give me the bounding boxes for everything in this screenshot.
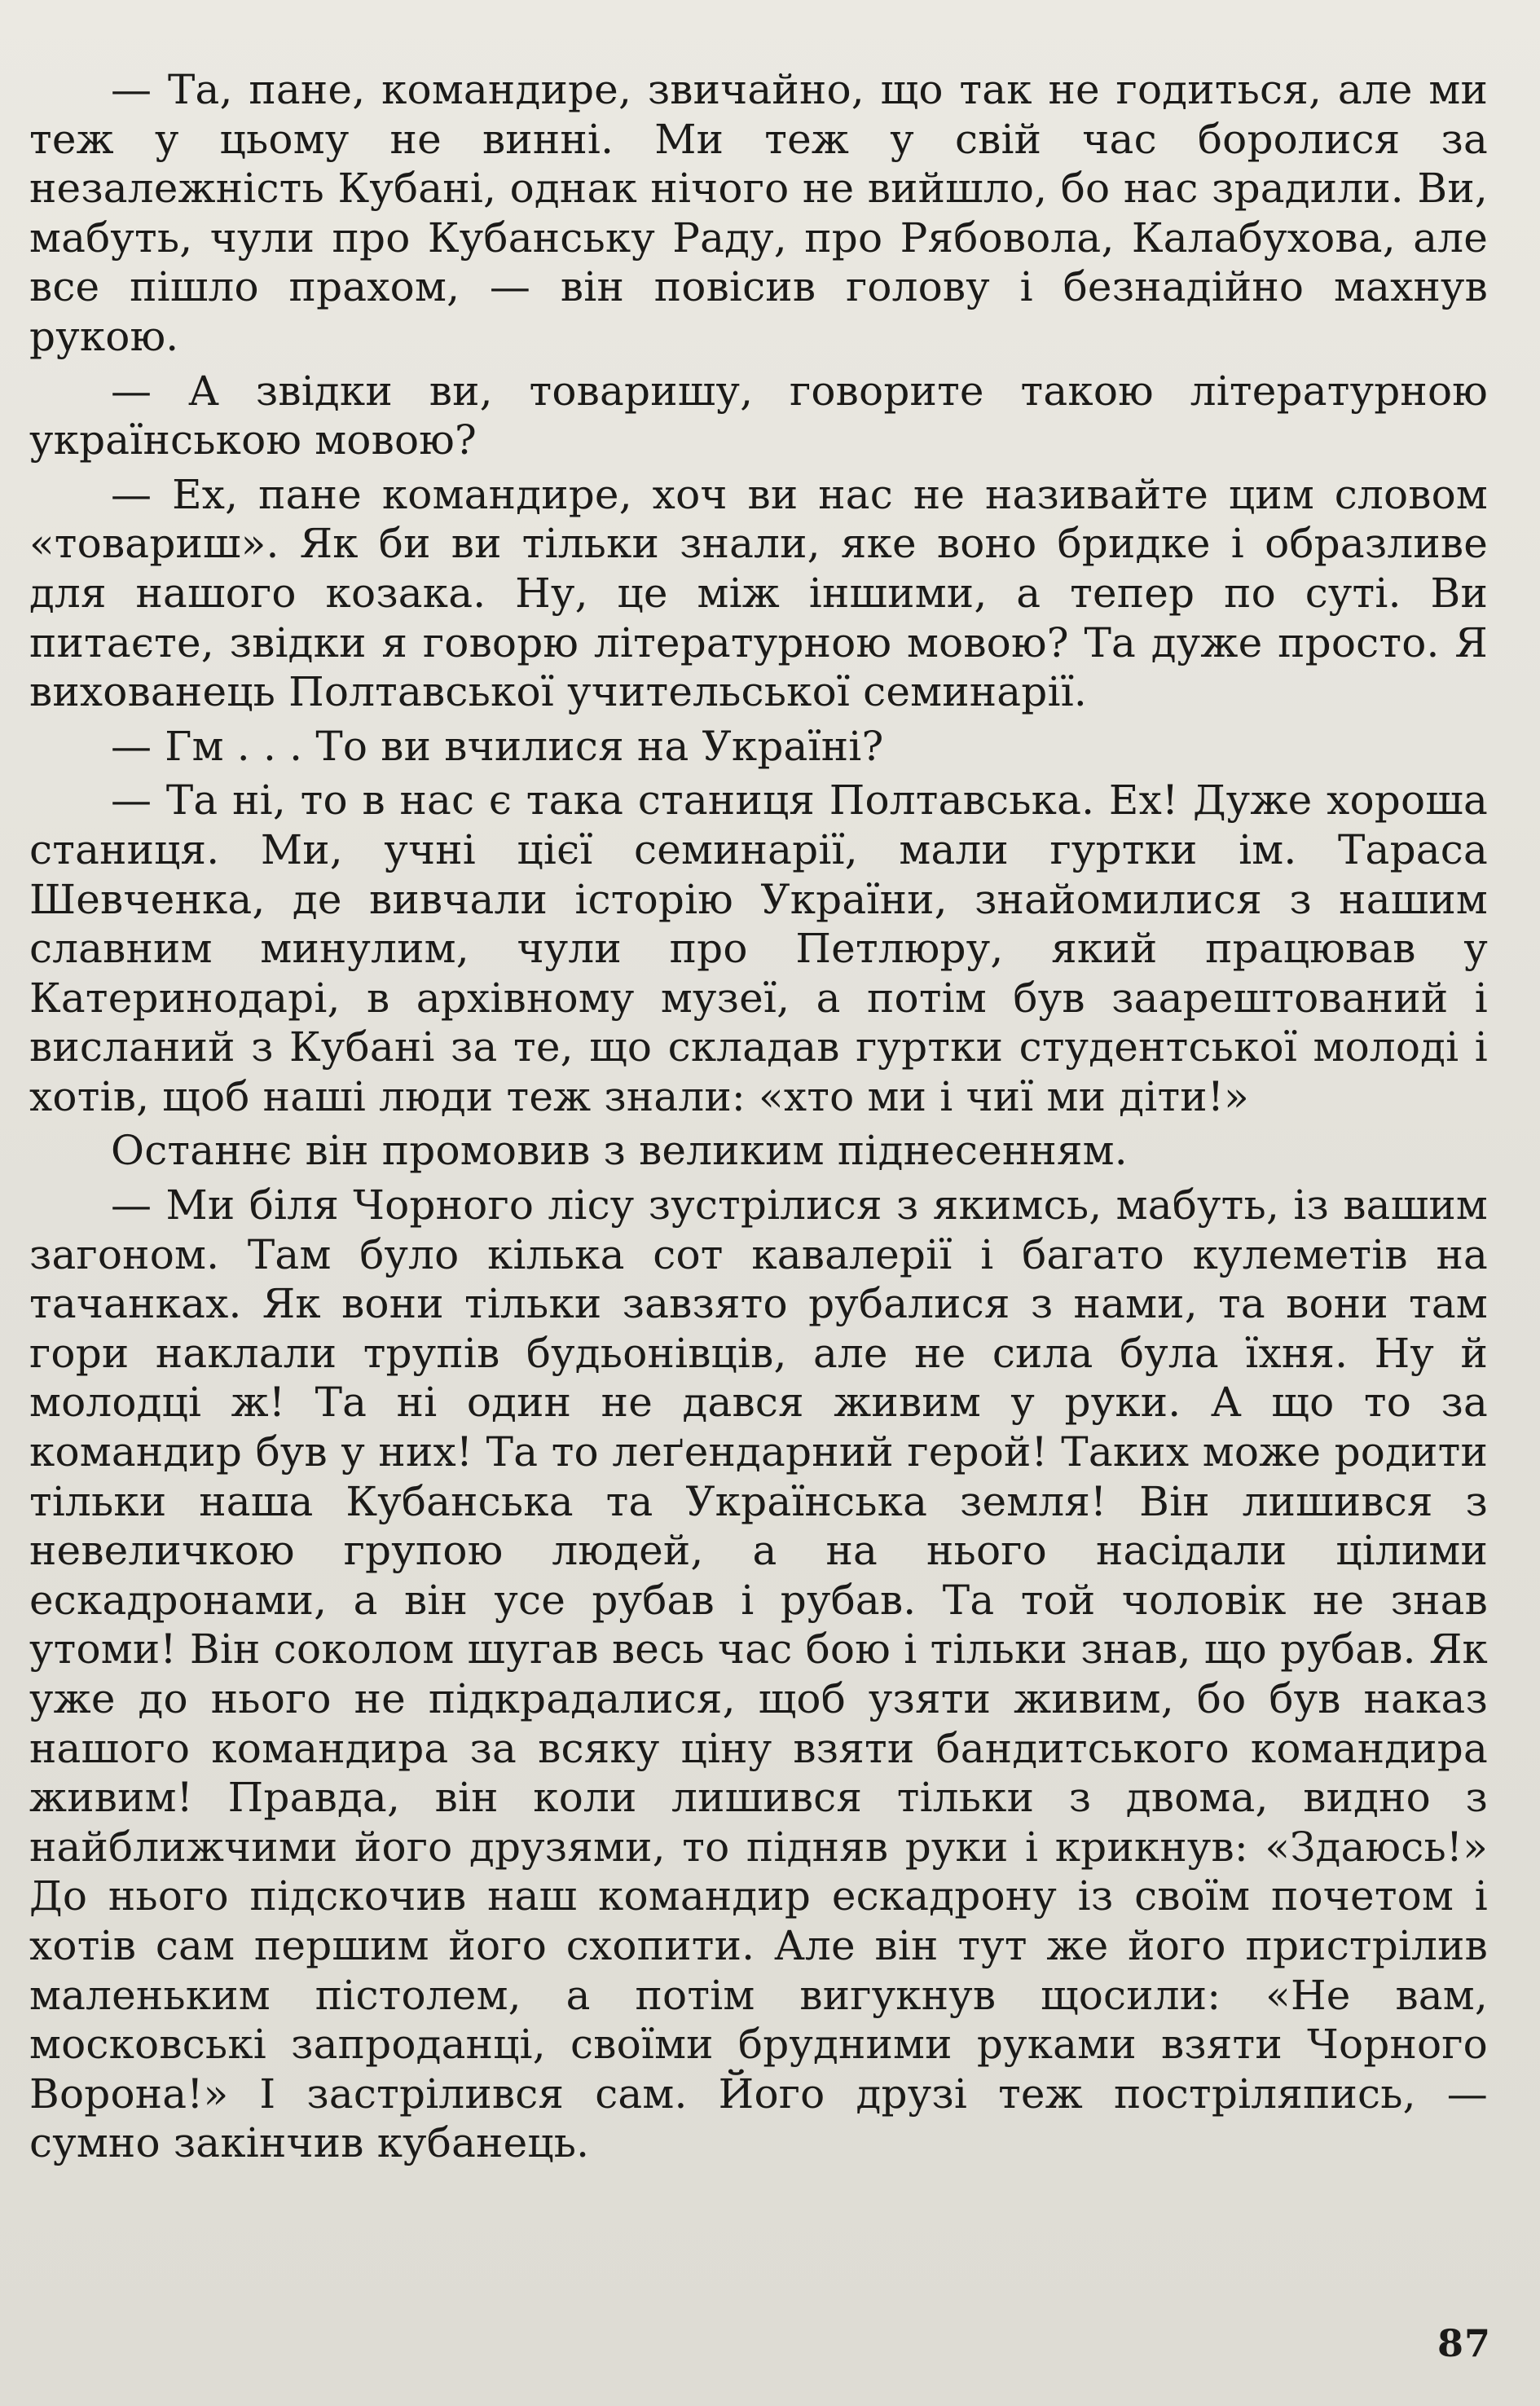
paragraph-6: Останнє він промовив з великим піднесенням. [111, 1127, 1128, 1175]
paragraph-7: — Ми біля Чорного лісу зустрілися з якимсь, мабуть, із вашим загоном. Там було кілька сот кавалерії і багато кулеметів на тачанках. Як вони тільки завзято рубалися з нами, та вони там гори наклали трупів будьонівців, але не сила була їхня. Ну й молодці ж! Та ні один не дався живим у руки. А що то за командир був у них! Та то леґендарний герой! Таких може родити тільки наша Кубанська та Українська земля! Він лишився з невеличкою групою людей, а на нього насідали цілими ескадронами, а він усе рубав і рубав. Та той чоловік не знав утоми! Він соколом шугав весь час бою і тільки знав, що рубав. Як уже до нього не підкрадалися, щоб узяти живим, бо був наказ нашого командира за всяку ціну взяти бандитського командира живим! Правда, він коли лишився тільки з двома, видно з найближчими його друзями, то підняв руки і крикнув: «Здаюсь!» До нього підскочив наш командир ескадрону із своїм почетом і хотів сам першим його схопити. Але він тут же його пристрілив маленьким пістолем, а потім вигукнув щосили: «Не вам, московські запроданці, своїми брудними руками взяти Чорного Ворона!» І застрілився сам. Його друзі теж постріляпись, — сумно закінчив кубанець. [29, 1181, 1488, 2167]
paragraph-3: — Ех, пане командире, хоч ви нас не називайте цим словом «товариш». Як би ви тільки знали, яке воно бридке і образливе для нашого козака. Ну, це між іншими, а тепер по суті. Ви питаєте, звідки я говорю літературною мовою? Та дуже просто. Я вихованець Полтавської учительської семинарії. [29, 470, 1488, 716]
paragraph-2: — А звідки ви, товаришу, говорите такою літературною українською мовою? [29, 367, 1488, 464]
page-number: 87 [1437, 2321, 1491, 2365]
paragraph-1: — Та, пане, командире, звичайно, що так не годиться, але ми теж у цьому не винні. Ми теж у свій час боролися за незалежність Кубані, однак нічого не вийшло, бо нас зрадили. Ви, мабуть, чули про Кубанську Раду, про Рябовола, Калабухова, але все пішло прахом, — він повісив голову і безнадійно махнув рукою. [29, 66, 1488, 360]
page-body-text [29, 65, 1488, 2173]
paragraph-4: — Гм . . . То ви вчилися на Україні? [111, 722, 884, 770]
paragraph-5: — Та ні, то в нас є така станиця Полтавська. Ех! Дуже хороша станиця. Ми, учні цієї семинарії, мали гуртки ім. Тараса Шевченка, де вивчали історію України, знайомилися з нашим славним минулим, чули про Петлюру, який працював у Катеринодарі, в архівному музеї, а потім був заарештований і висланий з Кубані за те, що складав гуртки студентської молоді і хотів, щоб наші люди теж знали: «хто ми і чиї ми діти!» [29, 776, 1488, 1120]
